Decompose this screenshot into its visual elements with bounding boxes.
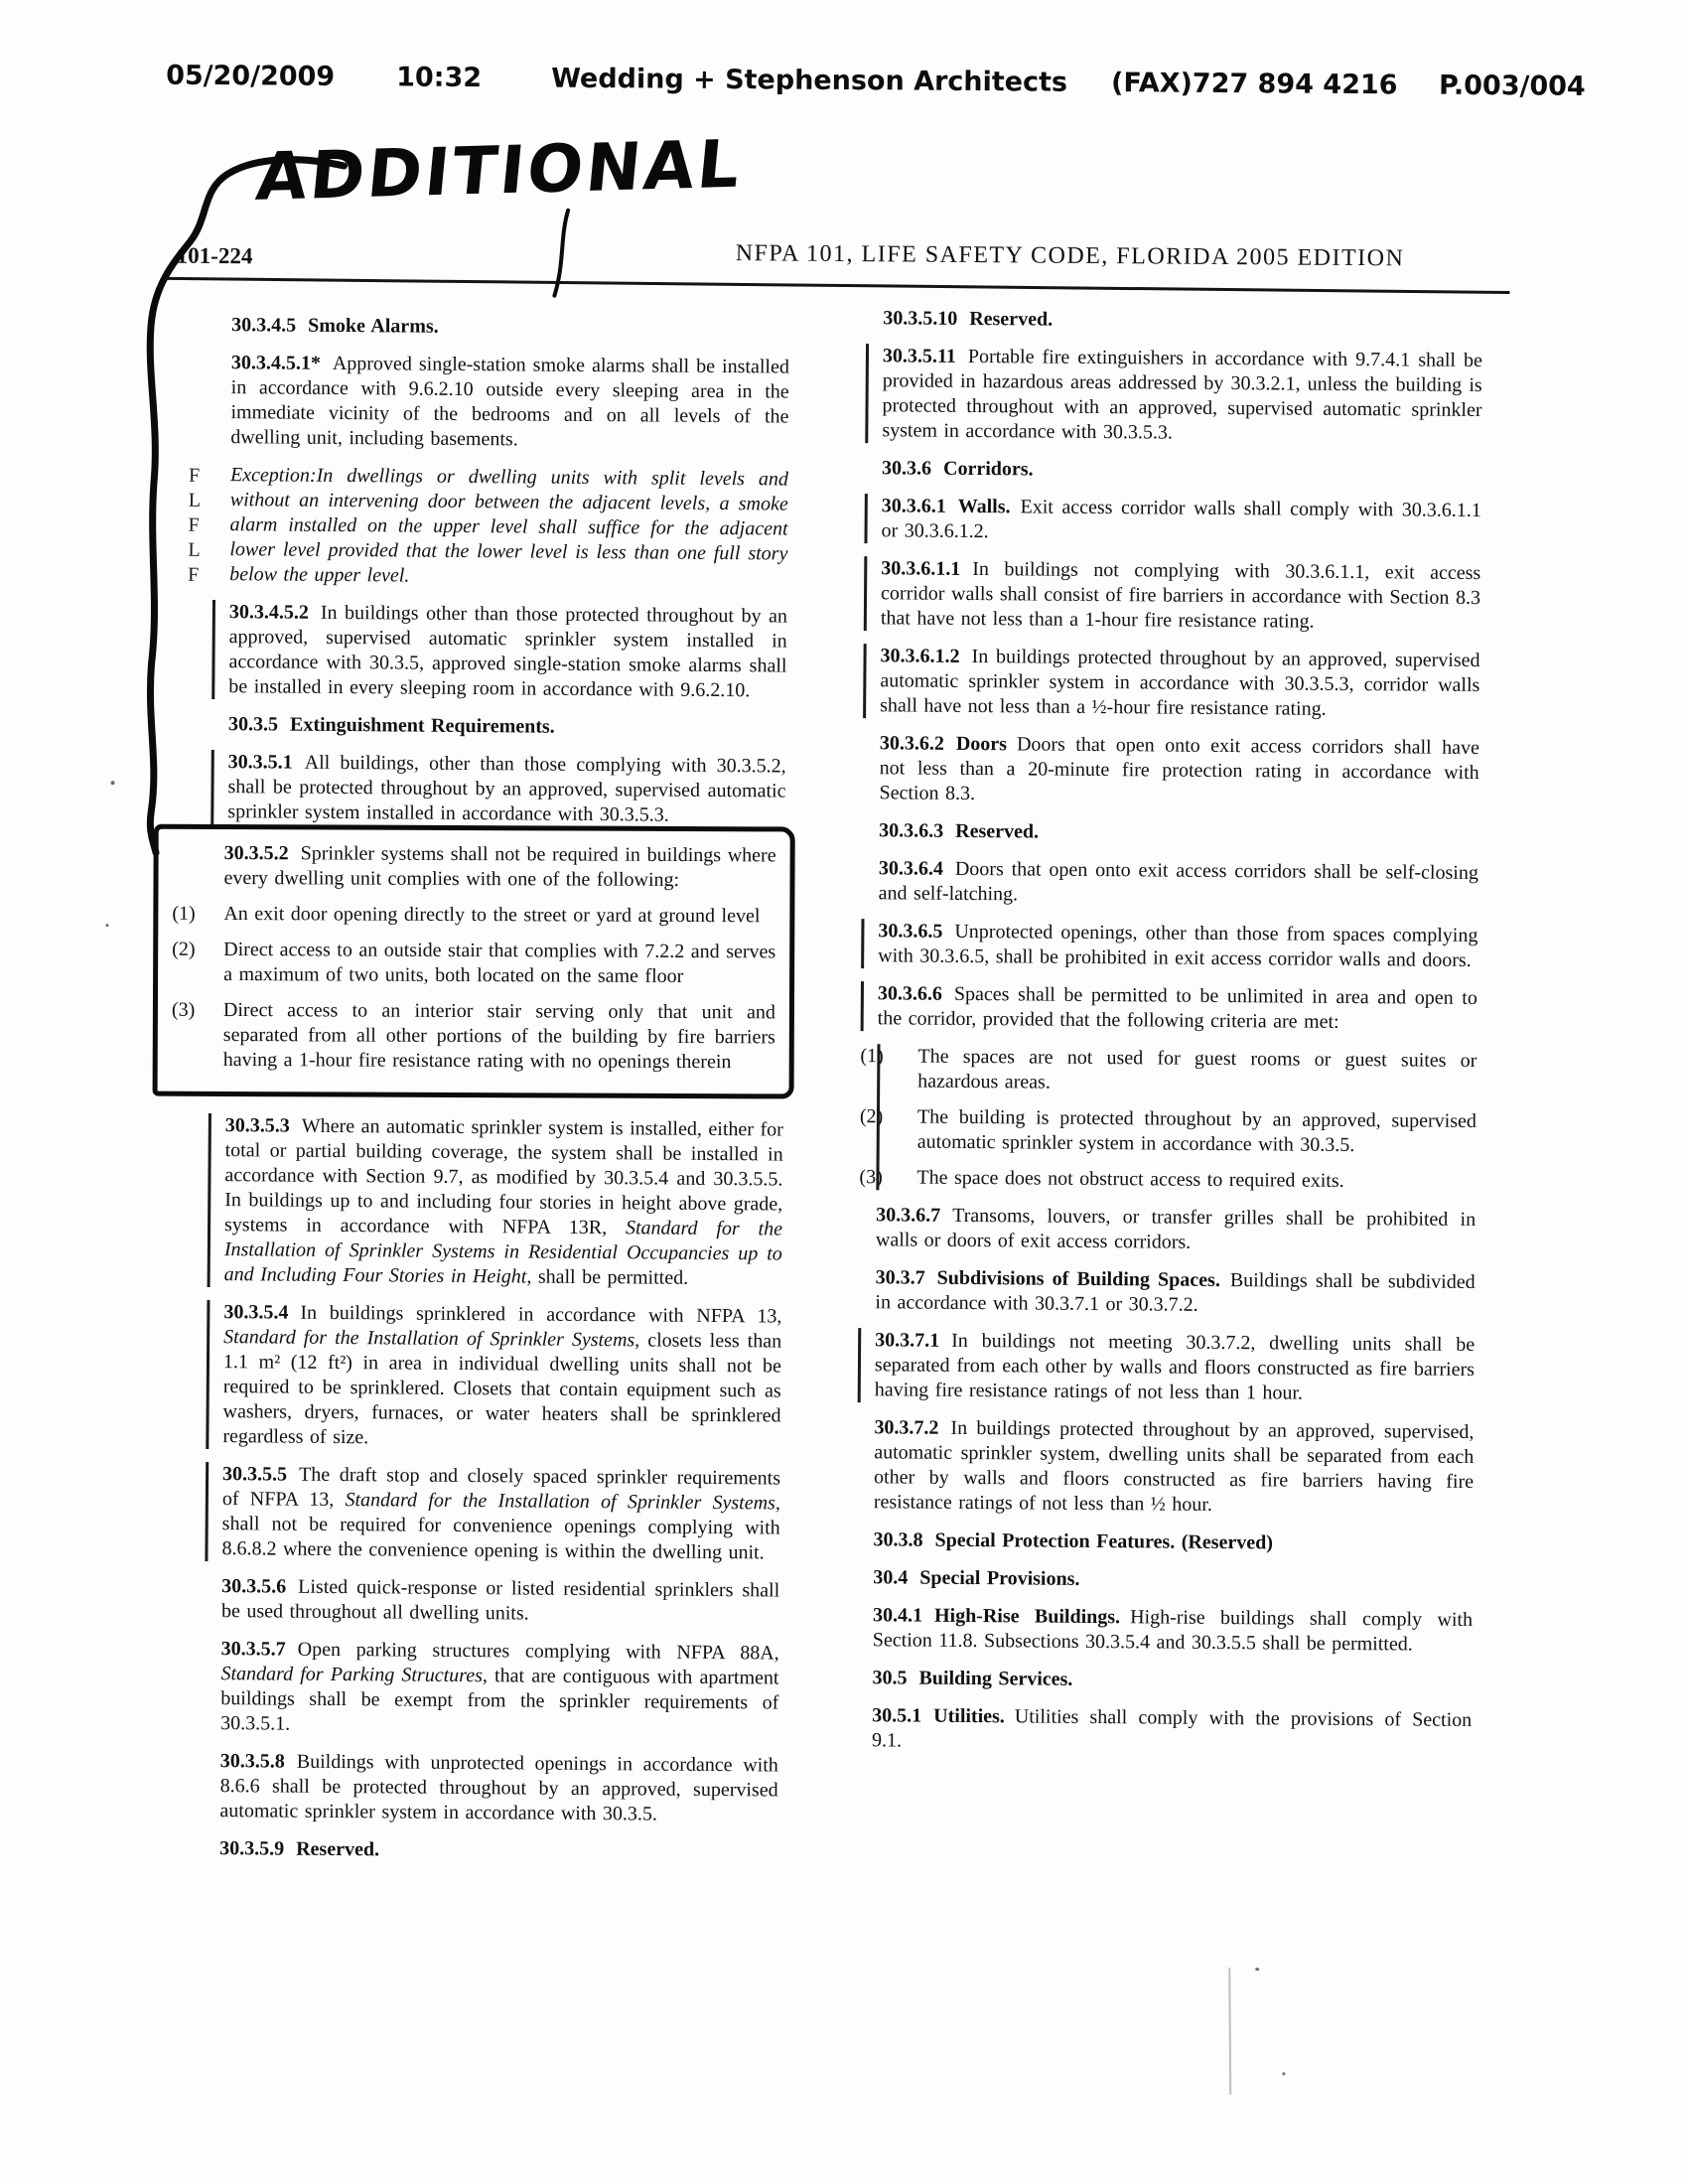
code-paragraph: 30.3.6.5 Unprotected openings, other than those from spaces complying with 30.3.6.5, shall be prohibited in exit access corridor walls and doors. (861, 919, 1477, 973)
code-paragraph: 30.3.7.1 In buildings not meeting 30.3.7.2, dwelling units shall be separated from each other by walls and floors constructed as fire barriers having fire resistance ratings of not less than 1 hour. (858, 1328, 1476, 1407)
code-paragraph: 30.4.1 High-Rise Buildings. High-rise buildings shall comply with Section 11.8. Subsections 30.3.5.4 and 30.3.5.5 shall be permitted. (872, 1604, 1474, 1656)
margin-letter: F (188, 464, 201, 487)
scan-speck (105, 924, 108, 927)
scan-speck (1255, 1967, 1259, 1970)
fax-sender: Wedding + Stephenson Architects (551, 63, 1068, 98)
scan-speck (1282, 2073, 1285, 2076)
code-paragraph: 30.3.6.1.2 In buildings protected throughout by an approved, supervised automatic sprinkler system in accordance with 30.3.5.3, corridor walls shall have not less than a ½-hour fire resistance rating. (863, 644, 1480, 723)
code-paragraph: 30.3.6.4 Doors that open onto exit access corridors shall be self-closing and self-latching. (878, 857, 1478, 906)
margin-letter: F (188, 513, 200, 536)
code-paragraph: 30.3.5.6 Listed quick-response or listed residential sprinklers shall be used throughout all dwelling units. (220, 1575, 780, 1625)
code-paragraph: 30.3.5.4 In buildings sprinklered in accordance with NFPA 13, Standard for the Installation of Sprinkler Systems, closets less than 1.1 m² (12 ft²) in area in individual dwelling units shall not be required to be sprinklered. Closets that contain equipment such as washers, dryers, furnaces, or water heaters shall be sprinklered regardless of size. (206, 1300, 781, 1454)
fax-number: (FAX)727 894 4216 (1111, 68, 1398, 101)
code-paragraph: 30.3.7.2 In buildings protected throughout by an approved, supervised, automatic sprinkler system, dwelling units shall be separated from each other by walls and floors constructed as fire barriers having fire resistance ratings of not less than ½ hour. (873, 1416, 1475, 1516)
code-heading: 30.5 Building Services. (872, 1667, 1073, 1690)
margin-letters (188, 464, 201, 588)
code-paragraph: 30.3.6.2 Doors Doors that open onto exit access corridors shall have not less than a 20-minute fire protection rating in accordance with Section 8.3. (879, 732, 1479, 805)
code-heading: 30.3.6 Corridors. (881, 457, 1034, 481)
item-marker: (3) (171, 998, 196, 1021)
list-item: (1) The spaces are not used for guest rooms or guest suites or hazardous areas. (860, 1045, 1477, 1093)
page-title: NFPA 101, LIFE SAFETY CODE, FLORIDA 2005 EDITION (735, 240, 1405, 272)
code-paragraph: 30.3.6.7 Transoms, louvers, or transfer grilles shall be prohibited in walls or doors of exit access corridors. (875, 1204, 1477, 1253)
code-heading: 30.3.8 Special Protection Features. (Reserved) (873, 1529, 1274, 1554)
code-paragraph: 30.3.4.5.1* Approved single-station smoke alarms shall be installed in accordance with 9.6.2.10 outside every sleeping area in the immediate vicinity of the bedrooms and on all levels of the dwelling unit, including basements. (230, 352, 789, 451)
code-paragraph: 30.3.6.6 Spaces shall be permitted to be unlimited in area and open to the corridor, provided that the following criteria are met: (861, 981, 1477, 1036)
fax-time: 10:32 (396, 62, 483, 94)
code-paragraph: 30.3.5.3 Where an automatic sprinkler system is installed, either for total or partial building coverage, the system shall be installed in accordance with Section 9.7, as modified by 30.3.5.4 and 30.3.5.5. In buildings up to and including four stories in height above grade, systems in accordance with NFPA 13R, Standard for the Installation of Sprinkler Systems in Residential Occupancies up to and Including Four Stories in Height, shall be permitted. (208, 1113, 783, 1292)
margin-letter: L (188, 489, 202, 511)
code-paragraph: 30.3.6.1 Walls. Exit access corridor walls shall comply with 30.3.6.1.1 or 30.3.6.1.2. (864, 494, 1480, 548)
item-marker: (2) (172, 938, 196, 960)
code-paragraph: 30.3.5.1 All buildings, other than those complying with 30.3.5.2, shall be protected throughout by an approved, supervised automatic sprinkler system installed in accordance with 30.3.5.3. (211, 750, 786, 829)
sprinkler-exemption-box (153, 824, 795, 1099)
list-item: (1) An exit door opening directly to the street or yard at ground level (172, 902, 761, 928)
item-marker: (1) (860, 1045, 884, 1068)
code-paragraph: 30.3.4.5.2 In buildings other than those protected throughout by an approved, supervised automatic sprinkler system installed in accordance with 30.3.5, approved single-station smoke alarms shall be installed in every sleeping room in accordance with 9.6.2.10. (211, 600, 787, 704)
numbered-list (859, 1044, 1477, 1195)
code-heading: 30.4 Special Provisions. (873, 1566, 1080, 1590)
fax-page-number: P.003/004 (1438, 70, 1586, 102)
code-paragraph: 30.5.1 Utilities. Utilities shall comply with the provisions of Section 9.1. (871, 1704, 1473, 1752)
code-heading: 30.3.5.10 Reserved. (883, 307, 1054, 331)
fax-date: 05/20/2009 (166, 60, 336, 92)
item-marker: (1) (172, 902, 196, 925)
exception-paragraph: F L F L F Exception:In dwellings or dwelling units with split levels and without an intervening door between the adjacent levels, a smoke alarm installed on the upper level shall suffice for the adjacent lower level provided that the lower level is less than one full story below the upper level. (188, 464, 789, 587)
item-marker: (2) (859, 1105, 884, 1128)
numbered-list (171, 902, 776, 1075)
right-column (859, 306, 1483, 1771)
code-paragraph: 30.3.6.1.1 In buildings not complying with 30.3.6.1.1, exit access corridor walls shall consist of fire barriers in accordance with Section 8.3 that have not less than a 1-hour fire resistance rating. (864, 556, 1481, 636)
scan-speck (111, 781, 115, 785)
left-column (171, 313, 789, 1878)
margin-letter: F (188, 563, 200, 586)
code-paragraph: 30.3.5.8 Buildings with unprotected openings in accordance with 8.6.6 shall be protected throughout by an approved, supervised automatic sprinkler system in accordance with 30.3.5. (219, 1750, 778, 1825)
code-heading: 30.3.6.3 Reserved. (879, 819, 1040, 843)
code-paragraph: 30.3.5.2 Sprinkler systems shall not be required in buildings where every dwelling unit complies with one of the following: (223, 841, 776, 891)
code-heading: 30.3.4.5 Smoke Alarms. (231, 314, 439, 338)
list-item: (2) The building is protected throughout by an approved, supervised automatic sprinkler system in accordance with 30.3.5. (859, 1105, 1477, 1157)
handwritten-annotation: ADDITIONAL (252, 125, 747, 216)
list-item: (3) Direct access to an interior stair serving only that unit and separated from all other portions of the building by fire barriers having a 1-hour fire resistance rating with no openings therein (171, 998, 775, 1074)
code-heading: 30.3.5.9 Reserved. (219, 1837, 380, 1861)
item-marker: (3) (859, 1166, 883, 1189)
header-rule (168, 277, 1510, 294)
list-item: (2) Direct access to an outside stair that complies with 7.2.2 and serves a maximum of two units, both located on the same floor (172, 938, 776, 987)
page-number: 101-224 (176, 242, 253, 269)
code-paragraph: 30.3.7 Subdivisions of Building Spaces. Buildings shall be subdivided in accordance with 30.3.7.1 or 30.3.7.2. (875, 1266, 1476, 1316)
fax-banner (166, 61, 1596, 113)
scan-artifact-line (1228, 1967, 1231, 2095)
code-heading: 30.3.5 Extinguishment Requirements. (227, 713, 555, 738)
code-paragraph: 30.3.5.7 Open parking structures complying with NFPA 88A, Standard for Parking Structures, that are contiguous with apartment buildings shall be exempt from the sprinkler requirements of 30.3.5.1. (220, 1638, 779, 1735)
list-item: (3) The space does not obstruct access to required exits. (859, 1166, 1344, 1192)
margin-letter: L (188, 538, 201, 561)
code-paragraph: 30.3.5.5 The draft stop and closely spaced sprinkler requirements of NFPA 13, Standard for the Installation of Sprinkler Systems, shall not be required for convenience openings complying with 8.6.8.2 where the convenience opening is within the dwelling unit. (205, 1462, 780, 1566)
code-paragraph: 30.3.5.11 Portable fire extinguishers in accordance with 9.7.4.1 shall be provided in hazardous areas addressed by 30.3.2.1, unless the building is protected throughout with an approved, supervised automatic sprinkler system in accordance with 30.3.5.3. (865, 344, 1482, 448)
